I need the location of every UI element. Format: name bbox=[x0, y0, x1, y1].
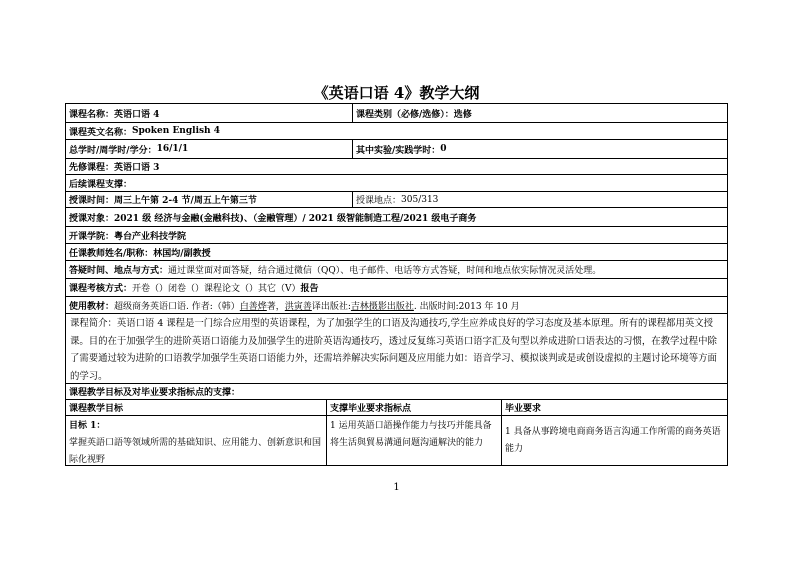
course-name: 英语口语 4 bbox=[114, 109, 160, 120]
time-row bbox=[66, 191, 727, 207]
hours-row bbox=[66, 139, 727, 158]
qa: 通过课堂面对面答疑，结合通过微信（QQ）、电子邮件、电话等方式答疑，时间和地点依实际情况灵活处理。 bbox=[168, 266, 602, 276]
book-text: 著， bbox=[266, 301, 285, 312]
category: 选修 bbox=[453, 109, 472, 120]
page-number: 1 bbox=[393, 482, 400, 493]
english-name-row bbox=[66, 122, 727, 139]
college: 粤台产业科技学院 bbox=[114, 231, 187, 242]
follow-row bbox=[66, 174, 727, 191]
course-name-row bbox=[66, 104, 727, 122]
exam-row bbox=[66, 278, 727, 296]
hours-label: 总学时/周学时/学分： bbox=[69, 145, 157, 156]
follow-label: 后续课程支撑： bbox=[69, 179, 133, 190]
header-goal: 课程教学目标 bbox=[69, 404, 124, 414]
target-row bbox=[66, 207, 727, 226]
time: 周三上午第 2-4 节/周五上午第三节 bbox=[114, 196, 257, 206]
college-row bbox=[66, 226, 727, 243]
exam: 开卷（）闭卷（）课程论文（）其它（V） bbox=[132, 284, 301, 294]
support-label: 课程教学目标及对毕业要求指标点的支撑： bbox=[69, 388, 241, 398]
prereq-row bbox=[66, 158, 727, 174]
syllabus-table bbox=[65, 103, 728, 466]
exam-label: 课程考核方式： bbox=[69, 284, 133, 294]
lab-label: 其中实验/实践学时： bbox=[356, 145, 441, 156]
course-name-label: 课程名称： bbox=[69, 109, 115, 120]
book-text: 超级商务英语口语. 作者:（韩） bbox=[114, 301, 240, 312]
support-row bbox=[66, 383, 727, 399]
book-label: 使用教材： bbox=[69, 301, 115, 312]
place-label: 授课地点： bbox=[356, 196, 402, 206]
intro-row bbox=[66, 313, 727, 383]
prereq-label: 先修课程： bbox=[69, 163, 115, 173]
target: 2021 级 经济与金融(金融科技)、（金融管理）/ 2021 级智能制造工程/2021 级电子商务 bbox=[114, 213, 477, 224]
textbook-row bbox=[66, 296, 727, 313]
objective-row bbox=[66, 415, 727, 465]
place: 305/313 bbox=[401, 194, 439, 205]
book-text: . 出版时间:2013 年 10 月 bbox=[413, 301, 520, 312]
qa-row bbox=[66, 260, 727, 278]
category-label: 课程类别（必修/选修）： bbox=[356, 109, 454, 120]
teacher-label: 任课教师姓名/职称： bbox=[69, 248, 154, 259]
book-translator: 洪寅善 bbox=[284, 301, 312, 312]
book-author: 白善烨 bbox=[239, 301, 267, 312]
english-name: Spoken English 4 bbox=[132, 126, 220, 136]
header-requirement: 毕业要求 bbox=[505, 404, 542, 414]
teacher-row bbox=[66, 243, 727, 260]
prereq: 英语口语 3 bbox=[114, 163, 160, 173]
college-label: 开课学院： bbox=[69, 231, 115, 242]
time-label: 授课时间： bbox=[69, 196, 115, 206]
goal-title: 目标 1： bbox=[69, 421, 106, 431]
book-publisher: 吉林摄影出版社 bbox=[350, 301, 414, 312]
exam-report: 报告 bbox=[300, 284, 319, 294]
teacher: 林国均/副教授 bbox=[153, 248, 211, 259]
qa-label: 答疑时间、地点与方式： bbox=[69, 266, 169, 276]
english-name-label: 课程英文名称： bbox=[69, 127, 133, 138]
header-indicator: 支撑毕业要求指标点 bbox=[330, 404, 412, 414]
indicator: 1 运用英語口語操作能力与技巧并能具备将生活與貿易溝通问题沟通解決的能力 bbox=[326, 416, 501, 465]
book-text: 译出版社: bbox=[311, 301, 351, 312]
target-label: 授课对象： bbox=[69, 213, 115, 224]
hours: 16/1/1 bbox=[156, 144, 189, 154]
document-title: 《英语口语 4》教学大纲 bbox=[313, 84, 480, 102]
course-intro: 课程简介：英语口语 4 课程是一门综合应用型的英语课程，为了加强学生的口语及沟通技巧,学生应养成良好的学习态度及基本原理。所有的课程都用英文授课。目的在于加强学生的进阶英语口语能力及加强学生的进阶英语沟通技巧，透过反复练习英语口语字汇及句型以养成进阶口语表达的习惯，在教学过程中除了需要通过较为进阶的口语教学加强学生英语口语能力外，还需培养解决实际问题及应用能力如：语音学习、模拟谈判或是或创设虚拟的主题讨论环境等方面的学习。 bbox=[70, 318, 717, 382]
requirement: 1 具备从事跨境电商商务语言沟通工作所需的商务英语能力 bbox=[501, 416, 727, 465]
goal: 掌握英語口語等领域所需的基础知识、应用能力、创新意识和国际化视野 bbox=[69, 438, 322, 465]
objectives-header bbox=[66, 399, 727, 415]
lab-hours: 0 bbox=[440, 144, 447, 154]
